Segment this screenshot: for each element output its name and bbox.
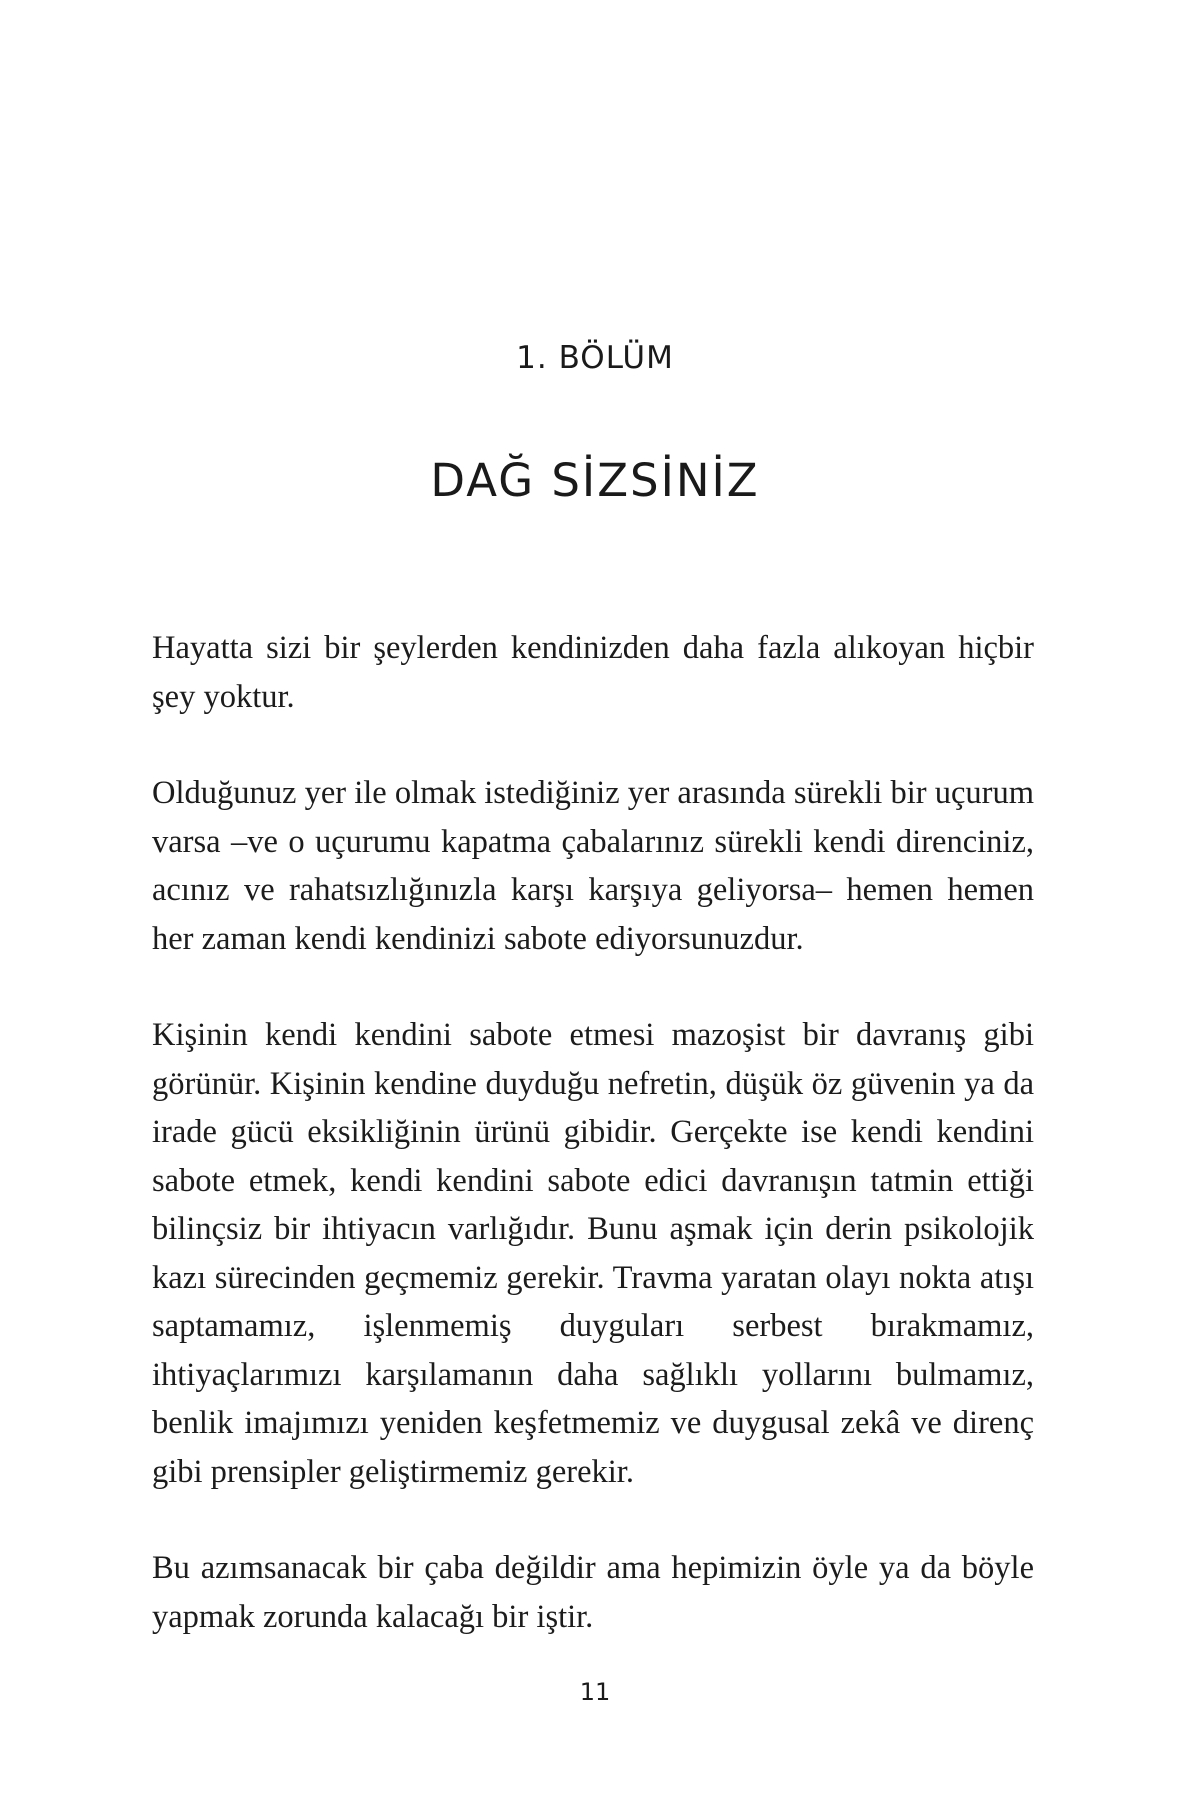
paragraph: Bu azımsanacak bir çaba değildir ama hepimizin öyle ya da böyle yapmak zorunda kalacağı bir iştir.	[152, 1550, 1034, 1635]
body-text	[152, 624, 1034, 1641]
chapter-label: 1. BÖLÜM	[516, 340, 674, 376]
paragraph: Hayatta sizi bir şeylerden kendinizden daha fazla alıkoyan hiçbir şey yoktur.	[152, 630, 1034, 715]
paragraph: Kişinin kendi kendini sabote etmesi mazoşist bir davranış gibi görünür. Kişinin kendine duyduğu nefretin, düşük öz güvenin ya da irade gücü eksikliğinin ürünü gibidir. Gerçekte ise kendi kendini sabote etmek, kendi kendini sabote edici davranışın tatmin ettiği bilinçsiz bir ihtiyacın varlığıdır. Bunu aşmak için derin psikolojik kazı sürecinden geçmemiz gerekir. Travma yaratan olayı nokta atışı saptamamız, işlenmemiş duyguları serbest bırakmamız, ihtiyaçlarımızı karşılamanın daha sağlıklı yollarını bulmamız, benlik imajımızı yeniden keşfetmemiz ve duygusal zekâ ve direnç gibi prensipler geliştirmemiz gerekir.	[152, 1017, 1034, 1490]
page-number: 11	[579, 1678, 611, 1706]
paragraph: Olduğunuz yer ile olmak istediğiniz yer arasında sürekli bir uçurum varsa –ve o uçurumu kapatma çabalarınız sürekli kendi direnciniz, acınız ve rahatsızlığınızla karşı karşıya geliyorsa– hemen hemen her zaman kendi kendinizi sabote ediyorsunuzdur.	[152, 775, 1034, 957]
chapter-title: DAĞ SİZSİNİZ	[430, 454, 760, 507]
